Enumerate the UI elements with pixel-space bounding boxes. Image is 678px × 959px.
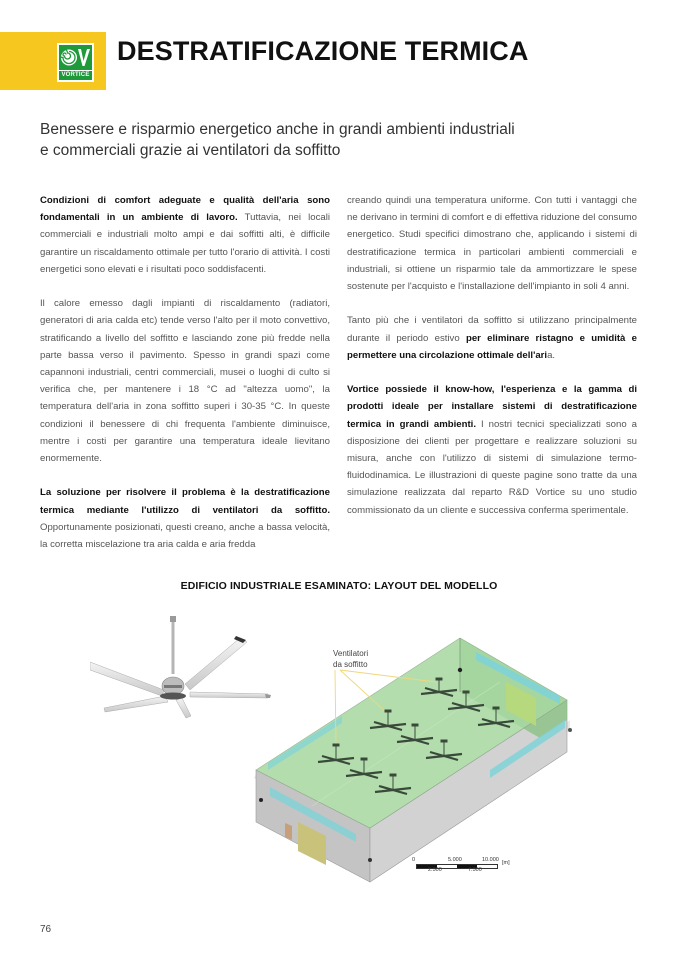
paragraph-2-text: Il calore emesso dagli impianti di riscaldamento (radiatori, generatori di aria calda etc) tende verso l'alto per il moto convettivo, stratificando a livello del soffitto e lasciando zone più fredde nella parte bassa verso il pavimento. Spesso in grandi spazi come capannoni industriali, centri commerciali, musei o luoghi di culto si verifica che, per mantenere i 18 °C ad "altezza uomo", la temperatura dell'aria in zona soffitto superi i 30-35 °C. In queste condizioni il benessere di chi frequenta l'ambiente diminuisce, mentre i costi per garantire una temperatura ideale lievitano enormemente. (40, 298, 330, 465)
scale-tick-10000: 10.000 (482, 857, 499, 863)
scale-tick-2500: 2.500 (428, 867, 442, 873)
paragraph-5-bold: per eliminare ristagno e umidità e permettere una circolazione ottimale dell'ari (347, 332, 637, 361)
paragraph-4 (347, 192, 637, 295)
building-model-illustration (240, 620, 580, 890)
paragraph-3-text: Opportunamente posizionati, questi creano, anche a bassa velocità, la corretta miscelazione tra aria calda e aria fredda (40, 521, 330, 551)
page-number: 76 (40, 924, 52, 935)
scale-tick-7500: 7.500 (468, 867, 482, 873)
paragraph-1 (40, 192, 330, 278)
vortice-logo-text: VORTICE (59, 71, 92, 80)
fan-callout-label (333, 648, 368, 670)
body-column-right (347, 192, 637, 536)
scale-tick-0: 0 (412, 857, 416, 863)
paragraph-5-end: a. (547, 349, 556, 361)
paragraph-3-lead: La soluzione per risolvere il problema è la destratificazione termica mediante l'utilizzo di ventilatori da soffitto. (40, 487, 330, 516)
paragraph-5 (347, 312, 637, 364)
paragraph-1-lead: Condizioni di comfort adeguate e qualità dell'aria sono fondamentali in un ambiente di lavoro. (40, 195, 330, 224)
subtitle (40, 119, 600, 161)
subtitle-line-1: Benessere e risparmio energetico anche in grandi ambienti industriali (40, 121, 515, 138)
paragraph-5-text: Tanto più che i ventilatori da soffitto si utilizzano principalmente durante il periodo estivo (347, 315, 637, 344)
vortice-logo-icon (59, 45, 92, 70)
paragraph-6-text: I nostri tecnici specializzati sono a disposizione dei clienti per progettare e realizzare soluzioni su misura, anche con l'utilizzo di sistemi di simulazione termo-fluidodinamica. Le illustrazioni di queste pagine sono tratte da una simulazione realizzata dal reparto R&D Vortice su uno studio commissionato da un cliente e successiva conferma sperimentale. (347, 418, 637, 516)
paragraph-4-text: creando quindi una temperatura uniforme. Con tutti i vantaggi che ne derivano in termini di comfort e di effettiva riduzione del consumo energetico. Studi specifici dimostrano che, applicando i sistemi di destratificazione termica in particolari ambienti commerciali e industriali, si ottiene un risparmio tale da ammortizzare le spese sostenute per l'acquisto e l'installazione dell'impianto in soli 4 anni. (347, 195, 637, 293)
figure-title: EDIFICIO INDUSTRIALE ESAMINATO: LAYOUT DEL MODELLO (180, 580, 498, 592)
fan-callout-line-2: da soffitto (333, 660, 368, 669)
scale-bar (412, 857, 522, 877)
paragraph-1-text: Tuttavia, nei locali commerciali e industriali molto ampi e dai soffitti alti, è difficile garantire un riscaldamento ottimale per tutto l'orario di attività. I costi energetici sono elevati e i risultati poco soddisfacenti. (40, 212, 330, 275)
scale-tick-5000: 5.000 (448, 857, 462, 863)
page-title: DESTRATIFICAZIONE TERMICA (117, 36, 529, 66)
paragraph-6-lead: Vortice possiede il know-how, l'esperienza e la gamma di prodotti ideale per installare sistemi di destratificazione termica in grandi ambienti. (347, 384, 637, 430)
fan-callout-line-1: Ventilatori (333, 649, 369, 658)
scale-unit: [m] (502, 860, 510, 866)
vortice-logo (57, 43, 94, 82)
paragraph-6 (347, 381, 637, 519)
paragraph-3 (40, 484, 330, 553)
subtitle-line-2: e commerciali grazie ai ventilatori da soffitto (40, 142, 341, 159)
body-column-left (40, 192, 330, 570)
paragraph-2 (40, 295, 330, 467)
